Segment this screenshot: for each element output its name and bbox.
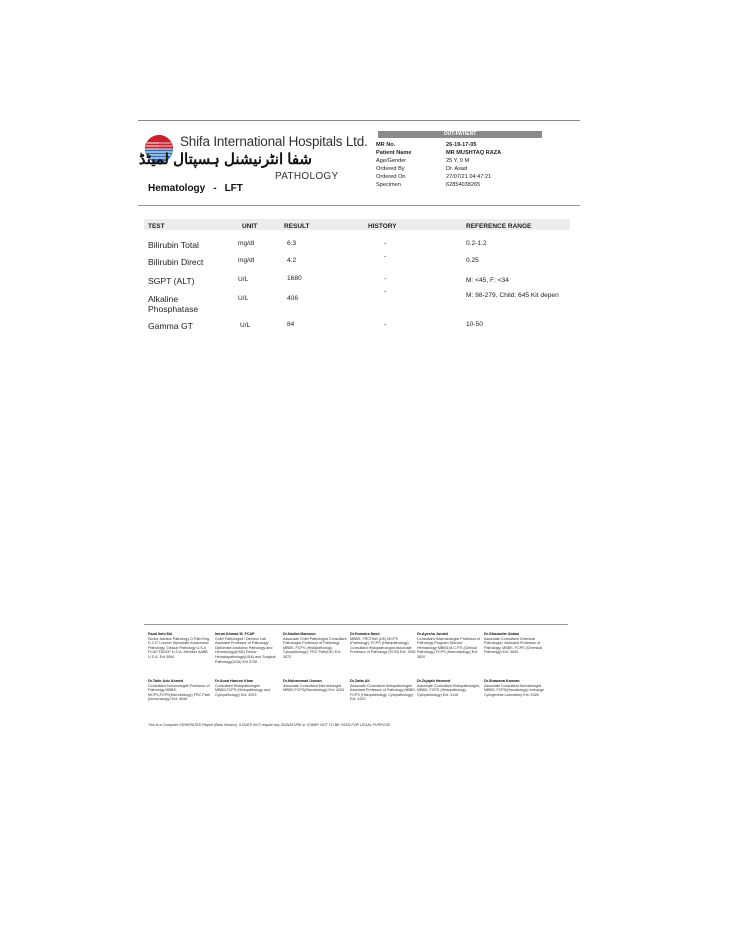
info-row-ordered-by [376, 165, 546, 173]
patient-type-badge: OUT-PATIENT [378, 131, 542, 138]
doctor-details: MBBS, FRCPath (UK) MCPS (Pathology), FCPS (Histopathology) Consultant Histopathologist Associate Professor of Pathology (SCM) Ext: 3350 [350, 636, 416, 655]
doctor-details: Consultant Immunologist Professor of Pathology MBBS, MCPS,FCPS(Microbiology) FRC Path (Immunology) Ext: 4048 [148, 683, 210, 702]
test-range: M: <45, F: <34 [466, 277, 509, 284]
test-name: Alkaline Phosphatase [148, 294, 199, 314]
panel-name: LFT [224, 183, 243, 194]
doctor-card [417, 632, 483, 660]
report-title [148, 183, 243, 194]
info-value: 27/07/21 04:47:21 [446, 174, 492, 181]
title-dash: - [213, 183, 217, 194]
doctor-card [148, 632, 214, 660]
doctor-name: Dr.Nadira Mamoon [283, 632, 316, 636]
info-value: MR MUSHTAQ RAZA [446, 150, 502, 157]
doctor-card [350, 679, 416, 702]
doctor-card [484, 632, 550, 655]
col-header-test: TEST [148, 223, 165, 230]
doctor-name: Fazal Ilahi Md [148, 632, 172, 636]
test-unit: U/L [238, 276, 249, 283]
doctor-details: Associate Consultant Histopathologist, MBBS, FCPS (Histopathology, Cytopathology) Ext: 4116 [417, 683, 480, 697]
doctor-name: Dr.Tahir Aziz Ahmed [148, 679, 184, 683]
info-label: Ordered By [376, 166, 405, 173]
info-label: MR No. [376, 142, 396, 148]
doctor-name: Imran Ahmad M. FCAP [215, 632, 255, 636]
info-row-specimen [376, 181, 546, 189]
test-range: M: 98-279, Child: 645 Kit depen [466, 292, 559, 299]
doctor-card [484, 679, 550, 697]
test-result: 6.3 [287, 240, 297, 247]
doctor-name: Dr.Ghazanfar Abbas [484, 632, 520, 636]
info-label: Age/Gender [376, 158, 407, 165]
col-header-unit: UNIT [242, 223, 258, 230]
doctor-details: Associate Consultant Chemical Pathologist, Assistant Professor of Pathology, MBBS, FCPS (Chemical Pathology) Ext: 3640 [484, 636, 543, 655]
test-unit: mg/dl [238, 240, 255, 247]
doctor-card [215, 632, 281, 664]
test-history: - [384, 321, 387, 328]
test-range: 0.2-1.2 [466, 240, 487, 247]
info-label: Ordered On [376, 174, 406, 181]
doctor-name: Dr.Anna Haroon Khan [215, 679, 254, 683]
doctor-details: Consultant Haematologist Professor of Pathology Program Director Hematology MBBS,M.C.P.S (Clinical Pathology) FCPS (Haematology) Ext: 3820 [417, 636, 481, 659]
test-result: 1680 [287, 275, 302, 282]
doctor-name: Dr.Shawana Kamran [484, 679, 520, 683]
test-unit: U/L [240, 322, 251, 329]
department-name: Hematology [148, 183, 206, 194]
report-disclaimer: This is a Computer GENERATED Report (Beta Version). It DOES NOT require any SIGNATURE or STAMP. NOT TO BE USED FOR LEGAL PURPOSE [148, 723, 391, 727]
doctor-details: Consultant Histopathologist MBBS,FCPS (Histopathology and Cytopathology) Ext: 4203 [215, 683, 271, 697]
test-unit: mg/dl [238, 257, 255, 264]
doctor-card [283, 632, 349, 660]
doctor-card [283, 679, 349, 693]
info-value: 62854038265 [446, 182, 481, 189]
doctor-card [215, 679, 281, 697]
col-header-history: HISTORY [368, 223, 397, 230]
footer-rule [144, 624, 568, 625]
info-row-mr [376, 141, 546, 149]
doctor-card [350, 632, 416, 655]
doctor-name: Dr.Ayesha Junaid [417, 632, 448, 636]
info-label: Specimen [376, 182, 401, 189]
doctor-details: Chief Pathologist / Director Lab Assistant Professor of Pathology Diplomate Anatomic Pathology and Hematology(USA) Fellow Hematopathology(USA) and Surgical Pathology(USA) Ext 3738 [215, 636, 276, 664]
info-value: 26-19-17-05 [446, 142, 477, 148]
doctor-card [148, 679, 214, 702]
info-label: Patient Name [376, 150, 412, 157]
hospital-name: Shifa International Hospitals Ltd. [180, 134, 368, 149]
test-name: Bilirubin Direct [148, 257, 204, 267]
test-history: - [384, 288, 387, 295]
doctor-details: Associate Consultant Microbiologist MBBS,FCPS(Microbiology) Ext: 4203 [283, 683, 345, 693]
info-row-ordered-on [376, 173, 546, 181]
doctor-details: Associate Consultant Histopathologist Assistant Professor of Pathology MBBS, FCPS (Histopathology, Cytopathology) Ext: 4322 [350, 683, 416, 702]
doctor-name: Dr.Zujajah Hameed [417, 679, 451, 683]
test-result: 4.2 [287, 257, 297, 264]
col-header-result: RESULT [284, 223, 310, 230]
test-name: Gamma GT [148, 321, 193, 331]
doctor-name: Dr.Humaira Nasir [350, 632, 380, 636]
doctor-details: Associate Consultant Hematologist MBBS, FCPS(Hematology) Incharge Cytogenetic Laboratory Ext: 4326 [484, 683, 544, 697]
info-value: Dr. Asad [446, 166, 468, 173]
patient-info [376, 141, 546, 190]
info-row-name [376, 149, 546, 157]
test-name: SGPT (ALT) [148, 276, 195, 286]
top-rule [138, 120, 580, 121]
doctor-details: Associate Chief Pathologist Consultant Pathologist Professor of Pathology MBBS, FCPS (Histopathology, Cytopathology), FRC Path(UK) Ext: 3873 [283, 636, 347, 659]
test-name: Bilirubin Total [148, 240, 199, 250]
department-subtitle: PATHOLOGY [275, 171, 339, 182]
test-range: 0.25 [466, 257, 479, 264]
test-unit: U/L [238, 295, 249, 302]
test-range: 10-50 [466, 321, 483, 328]
doctor-name: Dr.Zafar Ali [350, 679, 370, 683]
info-row-age [376, 157, 546, 165]
col-header-range: REFERENCE RANGE [466, 223, 532, 230]
info-value: 25 Y, 0 M [446, 158, 470, 165]
test-history: - [384, 253, 387, 260]
test-result: 84 [287, 321, 295, 328]
test-history: - [384, 240, 387, 247]
doctor-name: Dr.Muhammad Usman [283, 679, 322, 683]
test-result: 406 [287, 295, 299, 302]
hospital-name-urdu: شفا انٹرنیشنل ہسپتال لمیٹڈ [138, 151, 312, 168]
doctor-card [417, 679, 483, 697]
header-rule [138, 205, 580, 206]
test-history: - [384, 275, 387, 282]
doctor-details: Senior Advisor Pathology D.Path Eng. D.C.P. London Diplomate Anatomical Pathology, Clinical Pathology U.S.A FCAP FASCP U.S.A. Member AABB U.S.A. Ext 3064 [148, 636, 211, 659]
